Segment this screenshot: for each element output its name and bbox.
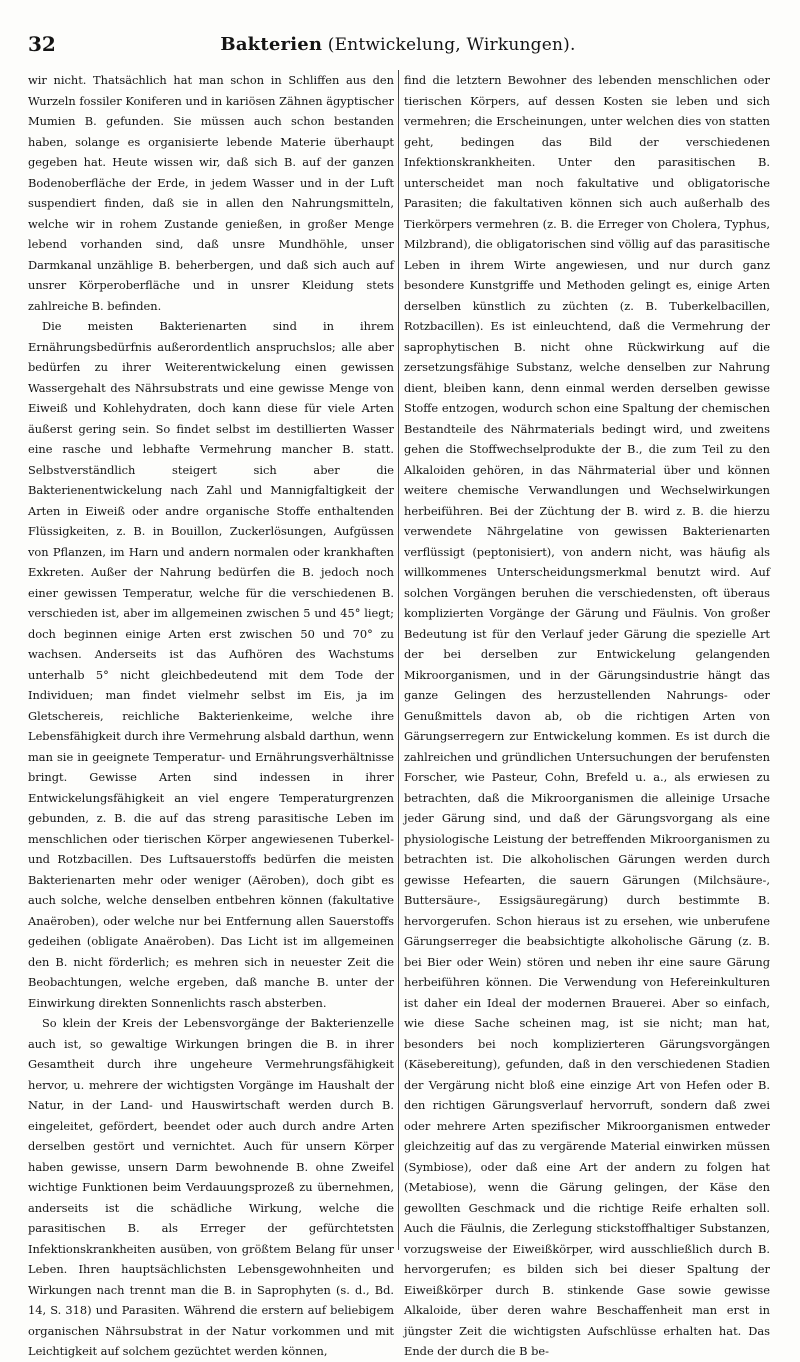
- left-paragraph-2: Die meisten Bakterienarten sind in ihrem Ernährungsbedürfnis außerordentlich anspruchslos; alle aber bedürfen zu ihrer Weiterentwickelung einen gewissen Wassergehalt des Nährsubstrats und eine gewisse Menge von Eiweiß und Kohlehydraten, doch kann diese für viele Arten äußerst gering sein. So findet selbst im destillierten Wasser eine rasche und lebhafte Vermehrung mancher B. statt. Selbstverständlich steigert sich aber die Bakterienentwickelung nach Zahl und Mannigfaltigkeit der Arten in Eiweiß oder andre organische Stoffe enthaltenden Flüssigkeiten, z. B. in Bouillon, Zuckerlösungen, Aufgüssen von Pflanzen, im Harn und andern normalen oder krankhaften Exkreten. Außer der Nahrung bedürfen die B. jedoch noch einer gewissen Temperatur, welche für die verschiedenen B. verschieden ist, aber im allgemeinen zwischen 5 und 45° liegt; doch beginnen einige Arten erst zwischen 50 und 70° zu wachsen. Anderseits ist das Aufhören des Wachstums unterhalb 5° nicht gleichbedeutend mit dem Tode der Individuen; man findet vielmehr selbst im Eis, ja im Gletschereis, reichliche Bakterienkeime, welche ihre Lebensfähigkeit durch ihre Vermehrung alsbald darthun, wenn man sie in geeignete Temperatur- und Ernährungsverhältnisse bringt. Gewisse Arten sind indessen in ihrer Entwickelungsfähigkeit an viel engere Temperaturgrenzen gebunden, z. B. die auf das streng parasitische Leben im menschlichen oder tierischen Körper angewiesenen Tuberkel- und Rotzbacillen. Des Luftsauerstoffs bedürfen die meisten Bakterienarten mehr oder weniger (Aëroben), doch gibt es auch solche, welche denselben entbehren können (fakultative Anaëroben), oder welche nur bei Entfernung allen Sauerstoffs gedeihen (obligate Anaëroben). Das Licht ist im allgemeinen den B. nicht förderlich; es mehren sich in neuester Zeit die Beobachtungen, welche ergeben, daß manche B. unter der Einwirkung direkten Sonnenlichts rasch absterben.: [28, 319, 394, 1010]
- left-paragraph-1: wir nicht. Thatsächlich hat man schon in Schliffen aus den Wurzeln fossiler Koniferen und in kariösen Zähnen ägyptischer Mumien B. gefunden. Sie müssen auch schon bestanden haben, solange es organisierte lebende Materie überhaupt gegeben hat. Heute wissen wir, daß sich B. auf der ganzen Bodenoberfläche der Erde, in jedem Wasser und in der Luft suspendiert finden, daß sie in allen den Nahrungsmitteln, welche wir in rohem Zustande genießen, in großer Menge lebend vorhanden sind, daß unsre Mundhöhle, unser Darmkanal unzählige B. beherbergen, und daß sich auch auf unsrer Körperoberfläche und in unsrer Kleidung stets zahlreiche B. befinden.: [28, 73, 394, 313]
- running-header: [28, 30, 768, 64]
- page-number: 32: [28, 32, 56, 56]
- column-divider: [398, 70, 399, 1250]
- running-title: [28, 34, 768, 55]
- text-columns: [28, 70, 770, 1358]
- left-paragraph-3: So klein der Kreis der Lebensvorgänge der Bakterienzelle auch ist, so gewaltige Wirkungen bringen die B. in ihrer Gesamtheit durch ihre ungeheure Vermehrungsfähigkeit hervor, u. mehrere der wichtigsten Vorgänge im Haushalt der Natur, in der Land- und Hauswirtschaft werden durch B. eingeleitet, gefördert, beendet oder auch durch andre Arten derselben gestört und vernichtet. Auch für unsern Körper haben gewisse, unsern Darm bewohnende B. ohne Zweifel wichtige Funktionen beim Verdauungsprozeß zu übernehmen, anderseits ist die schädliche Wirkung, welche die parasitischen B. als Erreger der gefürchtetsten Infektionskrankheiten ausüben, von größtem Belang für unser Leben. Ihren hauptsächlichsten Lebensgewohnheiten und Wirkungen nach trennt man die B. in Saprophyten (s. d., Bd. 14, S. 318) und Parasiten. Während die erstern auf beliebigem organischen Nährsubstrat in der Natur vorkommen und mit Leichtigkeit auf solchem gezüchtet werden können,: [28, 1016, 394, 1358]
- left-column: [28, 70, 394, 1358]
- running-title-main: Bakterien: [220, 34, 323, 55]
- right-paragraph-1: find die letztern Bewohner des lebenden menschlichen oder tierischen Körpers, auf dessen Kosten sie leben und sich vermehren; die Erscheinungen, unter welchen dies von statten geht, bedingen das Bild der verschiedenen Infektionskrankheiten. Unter den parasitischen B. unterscheidet man noch fakultative und obligatorische Parasiten; die fakultativen können sich auch außerhalb des Tierkörpers vermehren (z. B. die Erreger von Cholera, Typhus, Milzbrand), die obligatorischen sind völlig auf das parasitische Leben in ihrem Wirte angewiesen, und nur durch ganz besondere Kunstgriffe und Methoden gelingt es, einige Arten derselben künstlich zu züchten (z. B. Tuberkelbacillen, Rotzbacillen). Es ist einleuchtend, daß die Vermehrung der saprophytischen B. nicht ohne Rückwirkung auf die zersetzungsfähige Substanz, welche denselben zur Nahrung dient, bleiben kann, denn einmal werden derselben gewisse Stoffe entzogen, wodurch schon eine Spaltung der chemischen Bestandteile des Nährmaterials bedingt wird, und zweitens gehen die Stoffwechselprodukte der B., die zum Teil zu den Alkaloiden gehören, in das Nährmaterial über und können weitere chemische Verwandlungen und Wechselwirkungen herbeiführen. Bei der Züchtung der B. wird z. B. die hierzu verwendete Nährgelatine von gewissen Bakterienarten verflüssigt (peptonisiert), von andern nicht, was häufig als willkommenes Unterscheidungsmerkmal benutzt wird. Auf solchen Vorgängen beruhen die verschiedensten, oft überaus komplizierten Vorgänge der Gärung und Fäulnis. Von großer Bedeutung ist für den Verlauf jeder Gärung die spezielle Art der bei derselben zur Entwickelung gelangenden Mikroorganismen, und in der Gärungsindustrie hängt das ganze Gelingen des herzustellenden Nahrungs- oder Genußmittels davon ab, ob die richtigen Arten von Gärungserregern zur Entwickelung kommen. Es ist durch die zahlreichen und gründlichen Untersuchungen der berufensten Forscher, wie Pasteur, Cohn, Brefeld u. a., als erwiesen zu betrachten, daß die Mikroorganismen die alleinige Ursache jeder Gärung sind, und daß der Gärungsvorgang als eine physiologische Leistung der betreffenden Mikroorganismen zu betrachten ist. Die alkoholischen Gärungen werden durch gewisse Hefearten, die sauern Gärungen (Milchsäure-, Buttersäure-, Essigsäuregärung) durch bestimmte B. hervorgerufen. Schon hieraus ist zu ersehen, wie unberufene Gärungserreger die beabsichtigte alkoholische Gärung (z. B. bei Bier oder Wein) stören und neben ihr eine saure Gärung herbeiführen können. Die Verwendung von Hefereinkulturen ist daher ein Ideal der modernen Brauerei. Aber so einfach, wie diese Sache scheinen mag, ist sie nicht; man hat, besonders bei noch komplizierteren Gärungsvorgängen (Käsebereitung), gefunden, daß in den verschiedenen Stadien der Vergärung nicht bloß eine einzige Art von Hefen oder B. den richtigen Gärungsverlauf hervorruft, sondern daß zwei oder mehrere Arten spezifischer Mikroorganismen entweder gleichzeitig auf das zu vergärende Material einwirken müssen (Symbiose), oder daß eine Art der andern zu folgen hat (Metabiose), wenn die Gärung gelingen, der Käse den gewollten Geschmack und die richtige Reife erhalten soll. Auch die Fäulnis, die Zerlegung stickstoffhaltiger Substanzen, vorzugsweise der Eiweißkörper, wird ausschließlich durch B. hervorgerufen; es bilden sich bei dieser Spaltung der Eiweißkörper durch B. stinkende Gase sowie gewisse Alkaloide, über deren wahre Beschaffenheit man erst in jüngster Zeit die wichtigsten Aufschlüsse erhalten hat. Das Ende der durch die B be-: [404, 73, 770, 1358]
- right-column: [404, 70, 770, 1358]
- running-title-sub: (Entwickelung, Wirkungen).: [327, 35, 576, 55]
